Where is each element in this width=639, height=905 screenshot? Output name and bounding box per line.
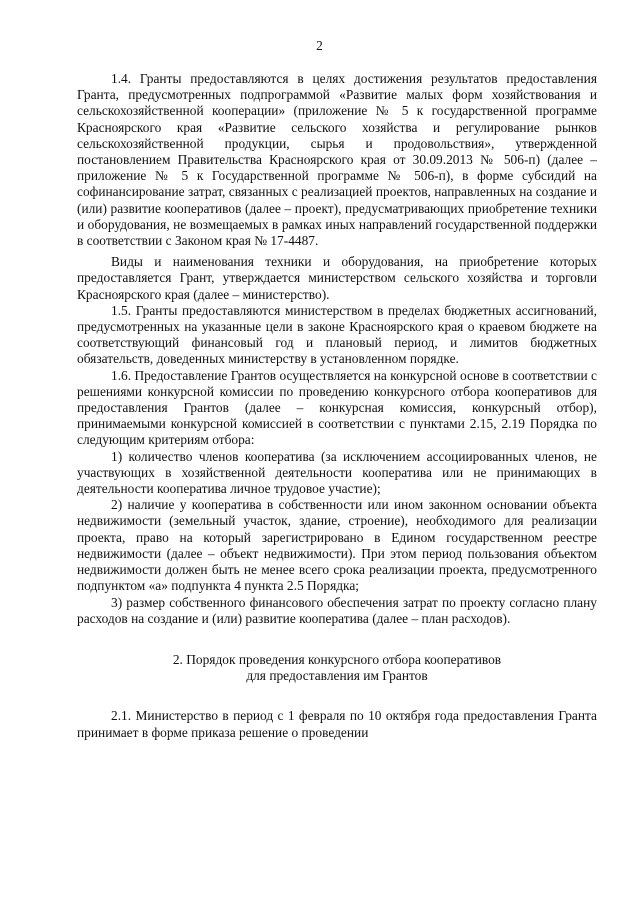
section-2-heading: [77, 652, 597, 684]
criterion-2: 2) наличие у кооператива в собственности или ином законном основании объекта недвижимости (земельный участок, здание, строение), необходимого для реализации проекта, право на который зарегистрировано в Едином государственном реестре недвижимости (далее – объект недвижимости). При этом период пользования объектом недвижимости должен быть не менее всего срока реализации проекта, предусмотренного подпунктом «а» подпункта 4 пункта 2.5 Порядка;: [77, 497, 597, 594]
paragraph-equipment-types: Виды и наименования техники и оборудования, на приобретение которых предоставляется Грант, утверждается министерством сельского хозяйства и торговли Красноярского края (далее – министерство).: [77, 254, 597, 302]
criterion-1: 1) количество членов кооператива (за исключением ассоциированных членов, не участвующих в хозяйственной деятельности кооператива или не принимающих в деятельности кооператива личное трудовое участие);: [77, 448, 597, 497]
paragraph-1-6: 1.6. Предоставление Грантов осуществляется на конкурсной основе в соответствии с решениями конкурсной комиссии по проведению конкурсного отбора кооперативов для предоставления Грантов (далее – конкурсная комиссия, конкурсный отбор), принимаемыми конкурсной комиссией в соответствии с пунктами 2.15, 2.19 Порядка по следующим критериям отбора:: [77, 367, 597, 448]
paragraph-2-1: 2.1. Министерство в период с 1 февраля по 10 октября года предоставления Гранта принимает в форме приказа решение о проведении: [77, 708, 597, 740]
section-2-heading-line-1: 2. Порядок проведения конкурсного отбора кооперативов: [172, 651, 502, 667]
section-2-heading-line-2: для предоставления им Грантов: [246, 668, 428, 684]
document-body: [77, 71, 597, 741]
paragraph-1-5: 1.5. Гранты предоставляются министерством в пределах бюджетных ассигнований, предусмотренных на указанные цели в законе Красноярского края о краевом бюджете на соответствующий финансовый год и плановый период, и лимитов бюджетных обязательств, доведенных министерству в установленном порядке.: [77, 302, 597, 367]
paragraph-1-4: 1.4. Гранты предоставляются в целях достижения результатов предоставления Гранта, предусмотренных подпрограммой «Развитие малых форм хозяйствования и сельскохозяйственной кооперации» (приложение № 5 к государственной программе Красноярского края «Развитие сельского хозяйства и регулирование рынков сельскохозяйственной продукции, сырья и продовольствия», утвержденной постановлением Правительства Красноярского края от 30.09.2013 № 506-п) (далее – приложение № 5 к Государственной программе № 506-п), в форме субсидий на софинансирование затрат, связанных с реализацией проектов, направленных на создание и (или) развитие кооперативов (далее – проект), предусматривающих приобретение техники и оборудования, не возмещаемых в рамках иных направлений государственной поддержки в соответствии с Законом края № 17-4487.: [77, 71, 597, 249]
page-number: 2: [316, 38, 323, 53]
criterion-3: 3) размер собственного финансового обеспечения затрат по проекту согласно плану расходов на создание и (или) развитие кооператива (далее – план расходов).: [77, 594, 597, 626]
